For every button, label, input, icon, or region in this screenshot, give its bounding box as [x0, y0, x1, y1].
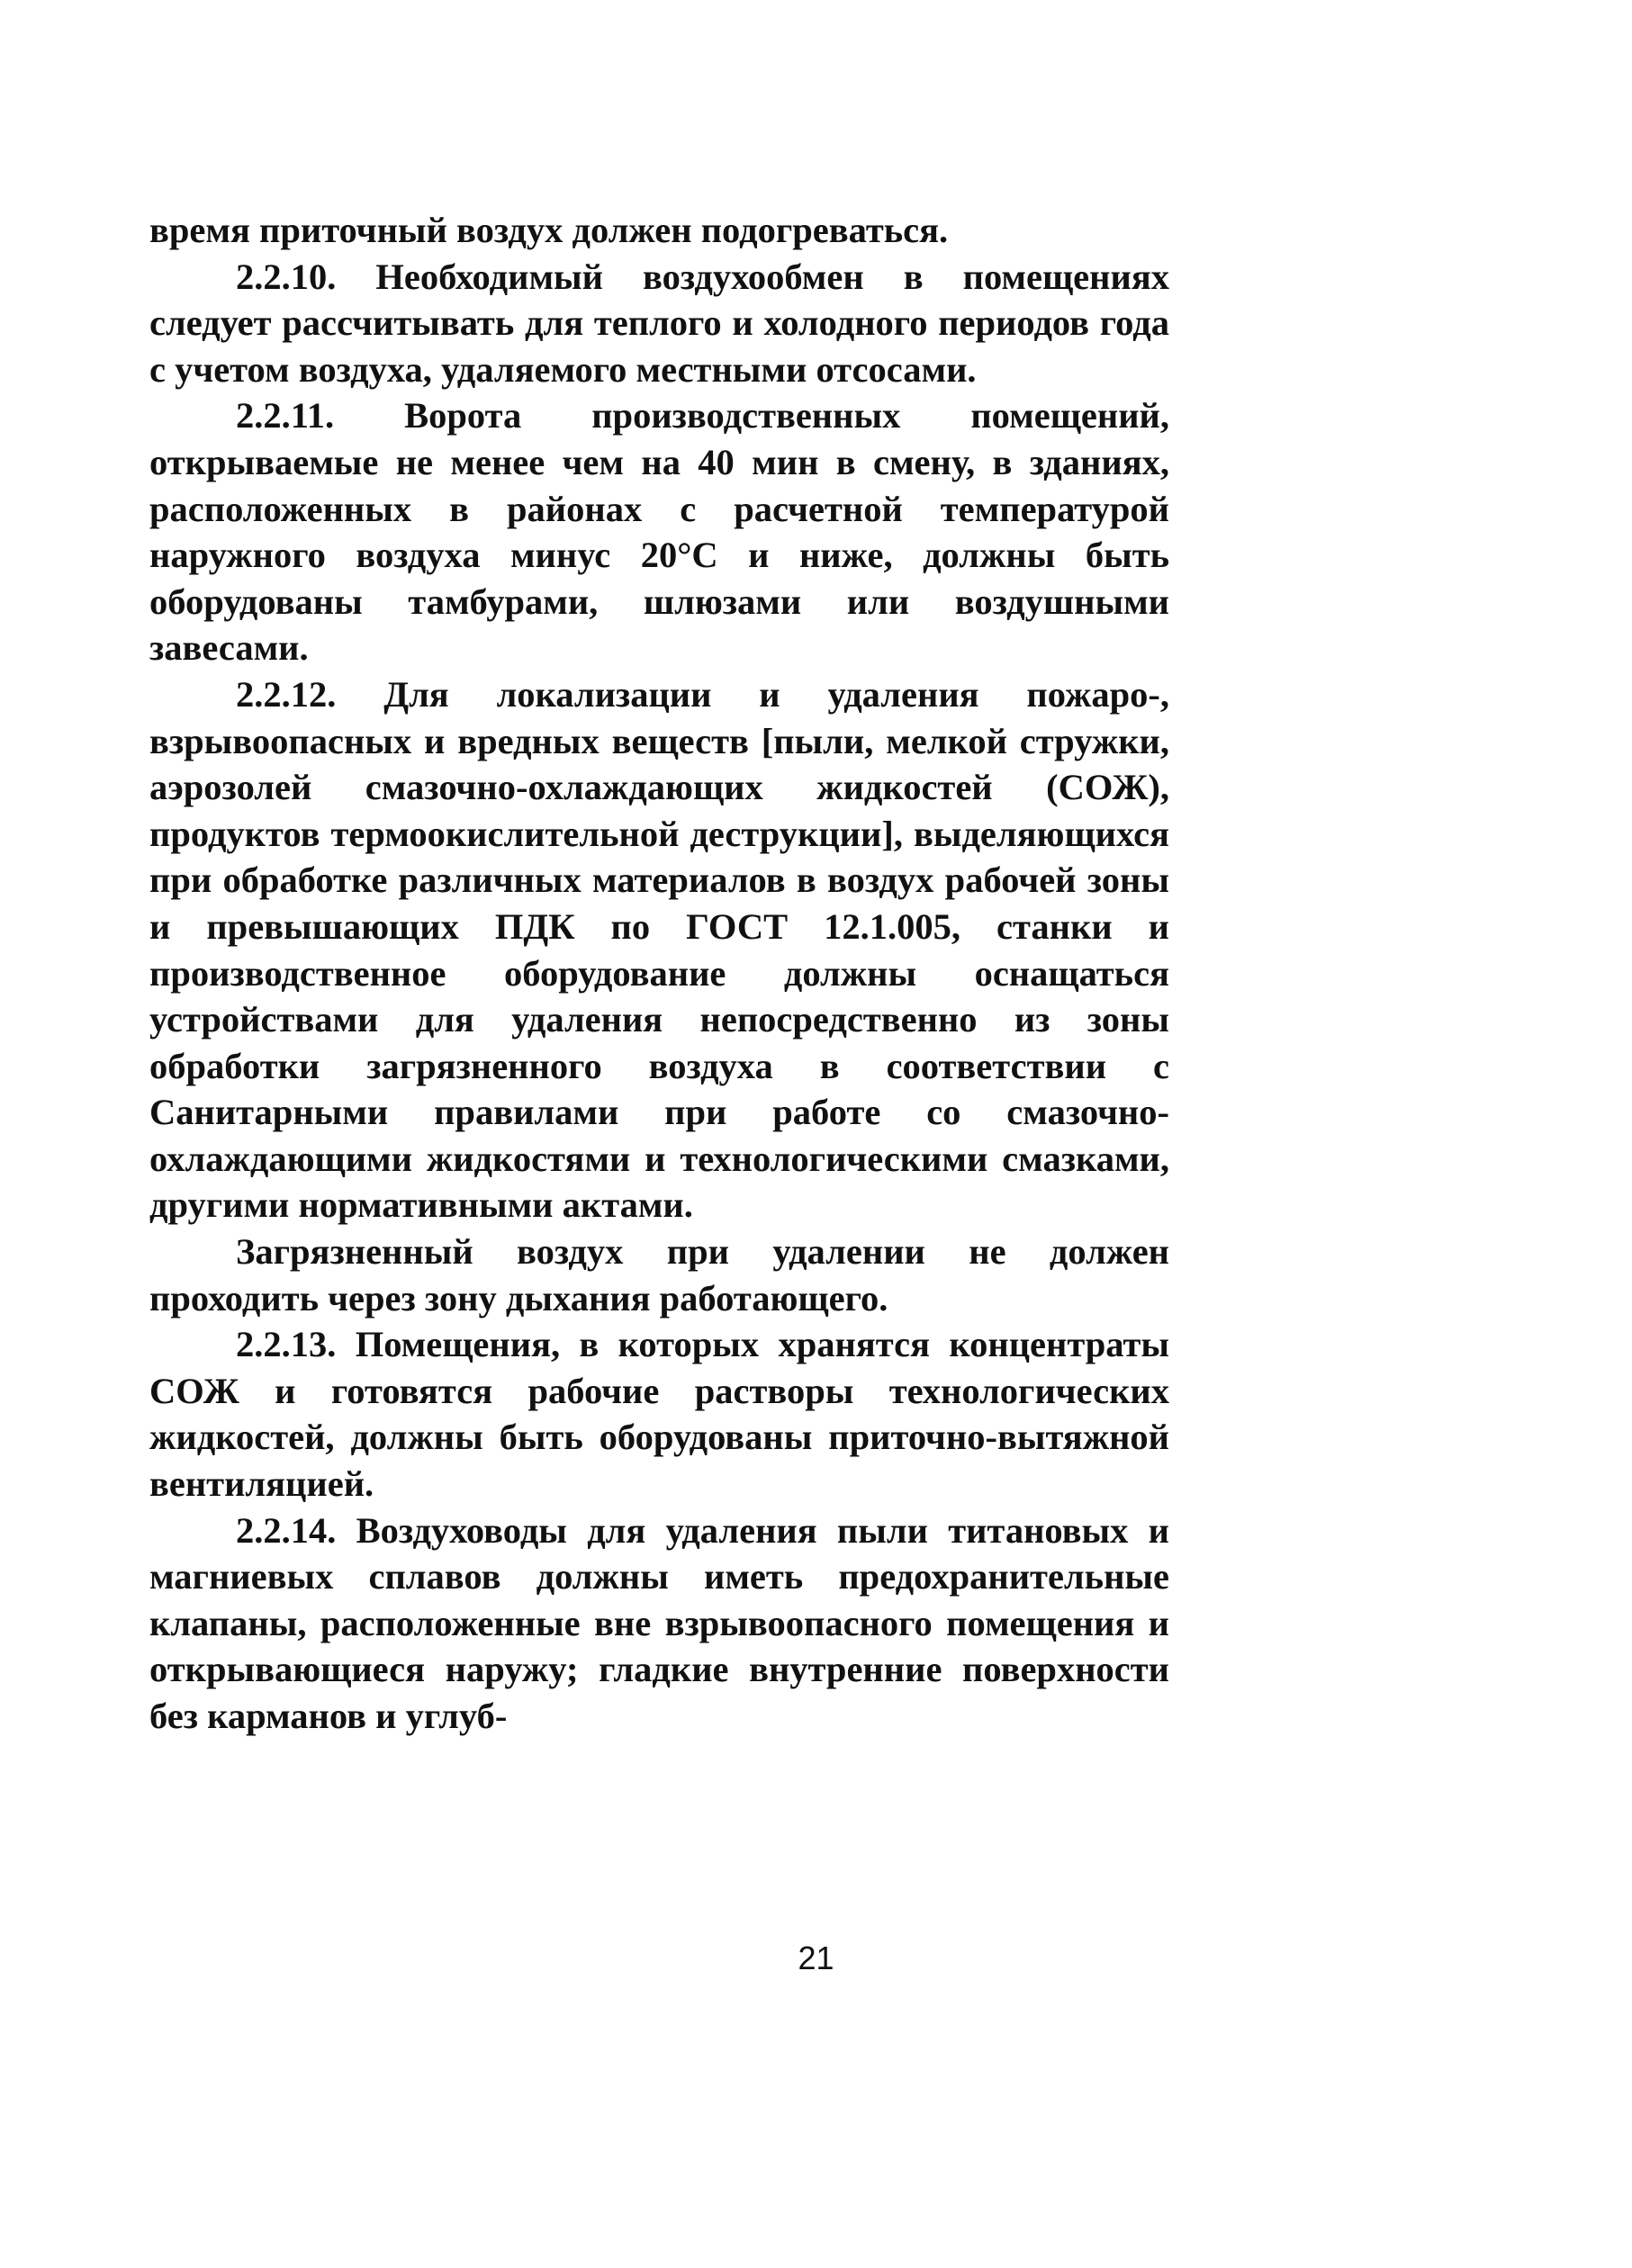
page-number: 21 — [798, 1940, 834, 1976]
paragraph-2-2-11: 2.2.11. Ворота производственных помещений, открываемые не менее чем на 40 мин в смену, в зданиях, расположенных в районах с расчетной температурой наружного воздуха минус 20°С и ниже, должны быть оборудованы тамбурами, шлюзами или воздушными завесами. — [149, 395, 1169, 669]
paragraph-2-2-13: 2.2.13. Помещения, в которых хранятся концентраты СОЖ и готовятся рабочие растворы технологических жидкостей, должны быть оборудованы приточно-вытяжной вентиляцией. — [149, 1324, 1169, 1505]
paragraph-polluted-air: Загрязненный воздух при удалении не должен проходить через зону дыхания работающего. — [149, 1231, 1169, 1318]
paragraph-continuation: время приточный воздух должен подогреваться. — [149, 210, 949, 250]
body-text — [149, 207, 1169, 1740]
paragraph-2-2-10: 2.2.10. Необходимый воздухообмен в помещениях следует рассчитывать для теплого и холодного периодов года с учетом воздуха, удаляемого местными отсосами. — [149, 256, 1169, 390]
paragraph-2-2-12: 2.2.12. Для локализации и удаления пожаро-, взрывоопасных и вредных веществ [пыли, мелкой стружки, аэрозолей смазочно-охлаждающих жидкостей (СОЖ), продуктов термоокислительной деструкции], выделяющихся при обработке различных материалов в воздух рабочей зоны и превышающих ПДК по ГОСТ 12.1.005, станки и производственное оборудование должны оснащаться устройствами для удаления непосредственно из зоны обработки загрязненного воздуха в соответствии с Санитарными правилами при работе со смазочно-охлаждающими жидкостями и технологическими смазками, другими нормативными актами. — [149, 673, 1169, 1226]
paragraph-2-2-14: 2.2.14. Воздуховоды для удаления пыли титановых и магниевых сплавов должны иметь предохранительные клапаны, расположенные вне взрывоопасного помещения и открывающиеся наружу; гладкие внутренние поверхности без карманов и углуб- — [149, 1509, 1169, 1736]
